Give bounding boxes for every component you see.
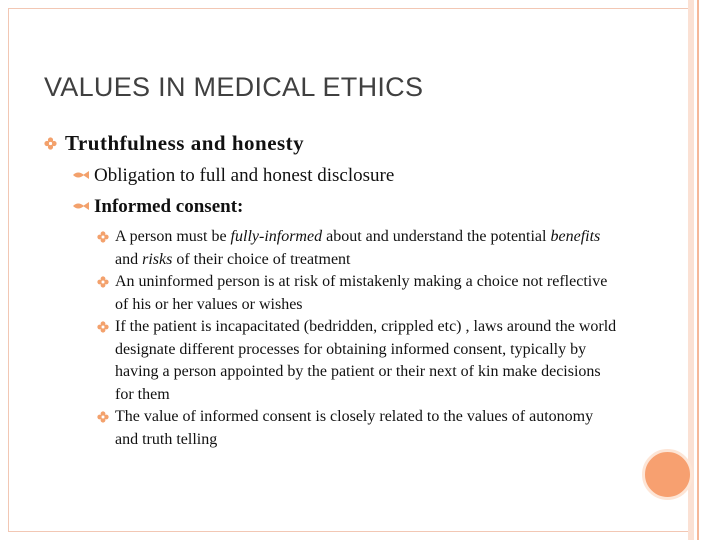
bullet-level2-informed-consent <box>72 196 243 218</box>
flower-bullet-icon <box>97 231 109 243</box>
informed-consent-points <box>97 226 617 451</box>
emphasis-risks: risks <box>142 250 173 268</box>
point-text: The value of informed consent is closely related to the values of autonomy and truth telling <box>115 408 594 448</box>
fish-bullet-icon <box>72 201 90 211</box>
bullet-level2-text: Obligation to full and honest disclosure <box>94 165 395 186</box>
decorative-side-rail <box>688 0 712 540</box>
slide-title: VALUES IN MEDICAL ETHICS <box>44 72 424 102</box>
point-text: about and understand the potential <box>322 228 551 245</box>
bullet-level2-text: Informed consent: <box>94 196 244 217</box>
list-item <box>97 316 617 406</box>
point-text: A person must be <box>115 228 231 245</box>
flower-bullet-icon <box>97 321 109 333</box>
point-text: and <box>115 250 143 268</box>
decorative-orange-circle <box>642 449 693 500</box>
emphasis-fully-informed: fully-informed <box>230 228 323 245</box>
point-text: An uninformed person is at risk of mistakenly making a choice not reflective of his or her values or wishes <box>115 273 608 313</box>
list-item <box>97 406 617 451</box>
emphasis-benefits: benefits <box>550 228 601 245</box>
fish-bullet-icon <box>72 170 90 180</box>
list-item <box>97 271 617 316</box>
point-text: of their choice of treatment <box>172 250 351 268</box>
flower-bullet-icon <box>97 411 109 423</box>
point-text: If the patient is incapacitated (bedridden, crippled etc) , laws around the world designate different processes for obtaining informed consent, typically by having a person appointed by the patient or their next of kin make decisions for them <box>115 318 617 403</box>
flower-bullet-icon <box>44 137 57 150</box>
flower-bullet-icon <box>97 276 109 288</box>
bullet-level1 <box>44 131 304 156</box>
list-item <box>97 226 617 271</box>
bullet-level1-text: Truthfulness and honesty <box>65 131 305 155</box>
bullet-level2-disclosure <box>72 165 394 187</box>
